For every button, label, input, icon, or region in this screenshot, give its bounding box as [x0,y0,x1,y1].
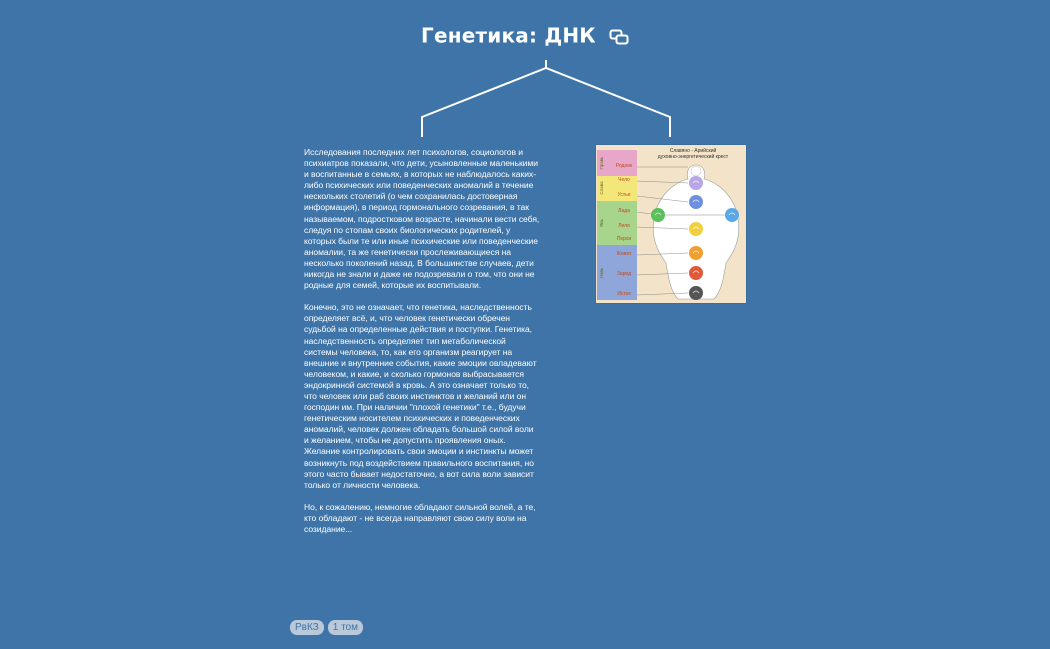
chakra-label-lada: Лада [618,208,630,214]
group-label-yav: Явь [599,219,604,227]
chakra-istok [689,286,703,300]
article-paragraph-3: Но, к сожалению, немногие обладают сильной волей, а те, кто обладают - не всегда направляют свою силу воли на созидание... [304,501,536,534]
article-text [304,147,540,546]
chakra-label-zarod: Зарод [616,271,632,277]
chakra-zarod [689,266,703,280]
copy-icon[interactable] [609,26,629,42]
page-title [0,22,1050,48]
chakra-uste [689,195,703,209]
figure-title-line2: духовно-энергетический крест [657,154,729,160]
chakra-label-uste: Устье [617,192,631,198]
chakra-zhivot [689,246,703,260]
tag-rvkz[interactable]: РвКЗ [290,620,324,635]
group-label-slava: Слава [599,181,604,195]
chakra-label-lelya: Леля [618,223,630,229]
group-label-prav: Правь [599,156,604,170]
chakra-label-rodnik: Родник [615,163,633,169]
side-chakra-left [651,208,665,222]
chakra-label-chelo: Чело [618,177,630,183]
chakra-crown [691,166,701,176]
side-chakra-right [725,208,739,222]
tag-volume-1[interactable]: 1 том [328,620,363,635]
chakra-label-zhivot: Живот [616,251,632,257]
chakra-label-persi: Перси [616,236,632,242]
page-title-text: Генетика: ДНК [421,23,596,48]
figure-title-line1: Славяно - Арийский [669,148,717,154]
article-paragraph-2: Конечно, это не означает, что генетика, наследственность определяет всё, и, что человек генетически обречен судьбой на определенные действия и поступки. Генетика, наследственность определяет тип метаболической системы человека, то, как его организм реагирует на внешние и внутренние события, какие эмоции овладевают человеком, и какие, и сколько гормонов выбрасывается эндокринной системой в кровь. А это означает только то, что человек или раб своих инстинктов и желаний или он господин им. При наличии "плохой генетики" т.е., будучи генетическим носителем психических и поведенческих аномалий, человек должен обладать большой силой воли и желанием, чтобы не допустить проявления оных. Желание контролировать свои эмоции и инстинкты может возникнуть под воздействием правильного воспитания, но этого часто бывает недостаточно, а вот сила воли зависит только от личности человека. [304,302,537,490]
tag-list [290,620,363,635]
chakra-cross-image[interactable] [596,145,746,303]
group-label-nav: Навь [599,267,604,279]
chakra-persi [689,222,703,236]
chakra-chelo [689,176,703,190]
article-paragraph-1: Исследования последних лет психологов, социологов и психиатров показали, что дети, усыновленные маленькими и воспитанные в семьях, в которых не наблюдалось каких-либо психических или поведенческих аномалий в течение нескольких столетий (о чем сохранилась достоверная информация), в период гормонального созревания, в так называемом, подростковом возрасте, начинали вести себя, следуя по стопам своих биологических родителей, у которых были те или иные психические или поведенческие аномалии, та же генетически прослеживающиеся на несколько поколений назад. В большинстве случаев, дети никогда не знали и даже не подозревали о том, что они не родные для семей, которые их воспитывали. [304,147,540,291]
chakra-label-istok: Исток [617,291,631,297]
